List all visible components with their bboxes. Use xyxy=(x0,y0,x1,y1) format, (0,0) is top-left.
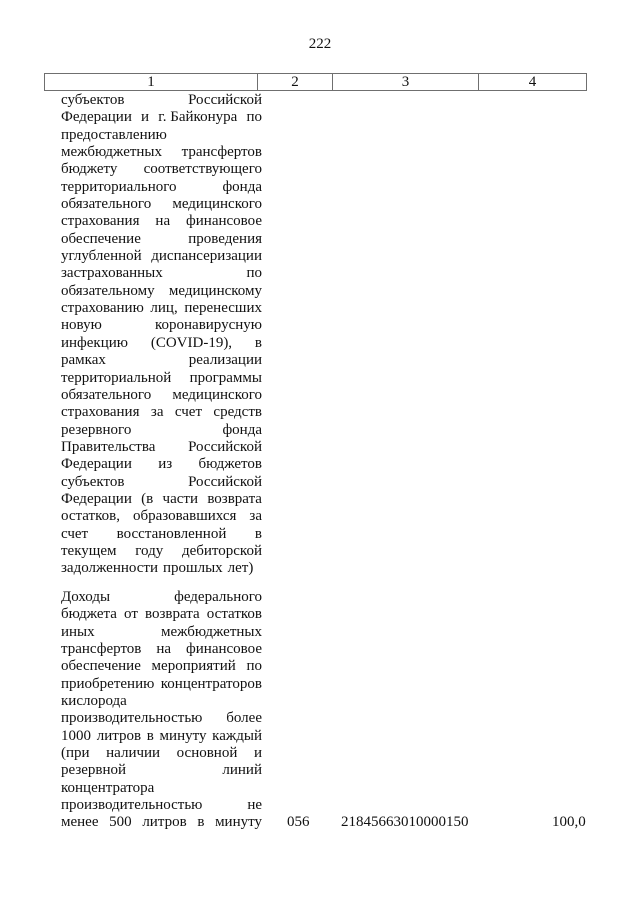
word: фонда xyxy=(222,421,262,438)
word: счет xyxy=(61,525,89,542)
admin-code: 056 xyxy=(287,814,310,830)
word: от xyxy=(124,606,138,623)
word: г. Байконура xyxy=(158,109,238,126)
word: концентратора xyxy=(61,779,155,796)
word: диспансеризации xyxy=(151,248,262,265)
word: восстановленной xyxy=(116,525,227,542)
text-line xyxy=(61,422,262,439)
word: приобретению xyxy=(61,675,155,692)
word: трансфертов xyxy=(61,641,142,658)
word: программы xyxy=(189,369,262,386)
text-line xyxy=(61,213,262,230)
text-line xyxy=(61,624,262,641)
word: и xyxy=(253,745,262,762)
budget-classification-code: 21845663010000150 xyxy=(341,814,469,830)
word: Российской xyxy=(188,473,262,490)
text-line xyxy=(61,231,262,248)
text-line xyxy=(61,248,262,265)
word: иных xyxy=(61,623,95,640)
word: финансовое xyxy=(186,213,262,230)
word: задолженности xyxy=(61,560,158,577)
word: соответствующего xyxy=(143,161,262,178)
text-line xyxy=(61,693,262,710)
word: менее xyxy=(61,814,99,831)
word: Российской xyxy=(188,92,262,108)
header-row xyxy=(45,74,587,91)
word: по xyxy=(246,265,262,282)
text-line xyxy=(61,456,262,473)
text-line xyxy=(61,352,262,369)
word: лет) xyxy=(227,560,254,577)
text-line xyxy=(61,780,262,797)
word: в xyxy=(254,334,262,351)
word: остатков xyxy=(206,606,262,623)
word: трансфертов xyxy=(181,144,262,161)
word: линий xyxy=(222,762,262,779)
text-line xyxy=(61,762,262,779)
word: (при xyxy=(61,745,90,762)
word: застрахованных xyxy=(61,265,163,282)
word: обеспечение xyxy=(61,230,141,247)
word: Федерации xyxy=(61,109,132,126)
text-line xyxy=(61,474,262,491)
text-line xyxy=(61,92,262,109)
word: не xyxy=(247,797,262,814)
word: прошлых xyxy=(163,560,223,577)
word: и xyxy=(141,109,150,126)
word: возврата xyxy=(207,490,262,507)
word: на xyxy=(156,641,172,658)
word: углубленной xyxy=(61,248,142,265)
text-line xyxy=(61,606,262,623)
word: образовавшихся xyxy=(132,508,237,525)
word: литров xyxy=(142,814,187,831)
word: обеспечение xyxy=(61,658,141,675)
word: 1000 xyxy=(61,727,91,744)
word: из xyxy=(158,456,173,473)
column-number-header-table xyxy=(44,73,587,91)
word: обязательному xyxy=(61,282,155,299)
word: литров xyxy=(96,727,142,744)
text-line xyxy=(61,404,262,421)
text-line xyxy=(61,658,262,675)
word: кислорода xyxy=(61,693,127,710)
word: межбюджетных xyxy=(160,623,262,640)
text-line xyxy=(61,265,262,282)
word: резервной xyxy=(61,762,127,779)
text-line xyxy=(61,797,262,814)
word: проведения xyxy=(188,230,262,247)
word: рамках xyxy=(61,352,106,369)
word: фонда xyxy=(222,178,262,195)
word: страхования xyxy=(61,404,140,421)
text-line xyxy=(61,283,262,300)
word: бюджета xyxy=(61,606,117,623)
word: (в xyxy=(141,490,154,507)
word: резервного xyxy=(61,421,132,438)
word: Российской xyxy=(188,438,262,455)
word: счет xyxy=(174,404,203,421)
word: межбюджетных xyxy=(61,144,163,161)
header-col-3: 3 xyxy=(333,74,479,91)
text-line xyxy=(61,161,262,178)
word: коронавирусную xyxy=(154,317,262,334)
amount-value: 100,0 xyxy=(552,814,586,830)
text-line xyxy=(61,387,262,404)
word: лиц, xyxy=(150,300,178,317)
word: части xyxy=(162,490,198,507)
row-description-continued xyxy=(61,92,262,578)
text-line xyxy=(61,144,262,161)
word: в xyxy=(146,727,154,744)
word: на xyxy=(155,213,171,230)
text-line xyxy=(61,370,262,387)
word: 500 xyxy=(109,814,132,831)
word: субъектов xyxy=(61,473,125,490)
word: медицинскому xyxy=(168,282,262,299)
word: новую xyxy=(61,317,102,334)
word: бюджетов xyxy=(198,456,262,473)
word: за xyxy=(249,508,262,525)
header-col-4: 4 xyxy=(479,74,587,91)
text-line xyxy=(61,196,262,213)
word: территориальной xyxy=(61,369,172,386)
word: мероприятий xyxy=(151,658,236,675)
word: остатков, xyxy=(61,508,120,525)
text-line xyxy=(61,676,262,693)
word: каждый xyxy=(212,727,262,744)
word: производительностью xyxy=(61,797,203,814)
text-line xyxy=(61,589,262,606)
text-line xyxy=(61,814,262,831)
word: (COVID-19), xyxy=(150,334,233,351)
text-line xyxy=(61,641,262,658)
text-line xyxy=(61,439,262,456)
word: федерального xyxy=(174,589,262,605)
word: по xyxy=(246,658,262,675)
word: страхования xyxy=(61,213,140,230)
word: минуту xyxy=(159,727,207,744)
word: бюджету xyxy=(61,161,118,178)
word: субъектов xyxy=(61,92,125,108)
word: минуту xyxy=(215,814,262,831)
text-line xyxy=(61,710,262,727)
word: Правительства xyxy=(61,438,156,455)
text-line xyxy=(61,728,262,745)
text-line xyxy=(61,179,262,196)
word: предоставлению xyxy=(61,126,167,143)
word: инфекцию xyxy=(61,334,128,351)
word: наличии xyxy=(106,745,161,762)
text-line xyxy=(61,526,262,543)
text-line xyxy=(61,335,262,352)
header-col-1: 1 xyxy=(45,74,258,91)
row-description-oxygen-concentrators xyxy=(61,589,262,832)
word: основной xyxy=(176,745,238,762)
word: Федерации xyxy=(61,490,132,507)
text-line xyxy=(61,317,262,334)
word: средств xyxy=(213,404,262,421)
text-line xyxy=(61,109,262,126)
word: в xyxy=(254,525,262,542)
word: по xyxy=(246,109,262,126)
word: обязательного xyxy=(61,386,152,403)
word: реализации xyxy=(188,352,262,369)
text-line xyxy=(61,491,262,508)
word: медицинского xyxy=(172,196,262,213)
header-col-2: 2 xyxy=(258,74,333,91)
word: финансовое xyxy=(186,641,262,658)
text-line xyxy=(61,745,262,762)
word: в xyxy=(197,814,205,831)
word: году xyxy=(135,542,164,559)
word: страхованию xyxy=(61,300,144,317)
word: Федерации xyxy=(61,456,132,473)
word: медицинского xyxy=(172,386,262,403)
text-line xyxy=(61,543,262,560)
text-line xyxy=(61,300,262,317)
word: перенесших xyxy=(184,300,262,317)
word: за xyxy=(150,404,164,421)
word: возврата xyxy=(145,606,200,623)
text-line xyxy=(61,508,262,525)
text-line xyxy=(61,560,262,577)
word: концентраторов xyxy=(160,675,262,692)
word: производительностью xyxy=(61,710,203,727)
word: обязательного xyxy=(61,196,152,213)
word: Доходы xyxy=(61,589,111,605)
word: территориального xyxy=(61,178,177,195)
word: текущем xyxy=(61,542,117,559)
text-line xyxy=(61,127,262,144)
word: дебиторской xyxy=(181,542,262,559)
word: более xyxy=(226,710,262,727)
page-number: 222 xyxy=(308,36,332,52)
